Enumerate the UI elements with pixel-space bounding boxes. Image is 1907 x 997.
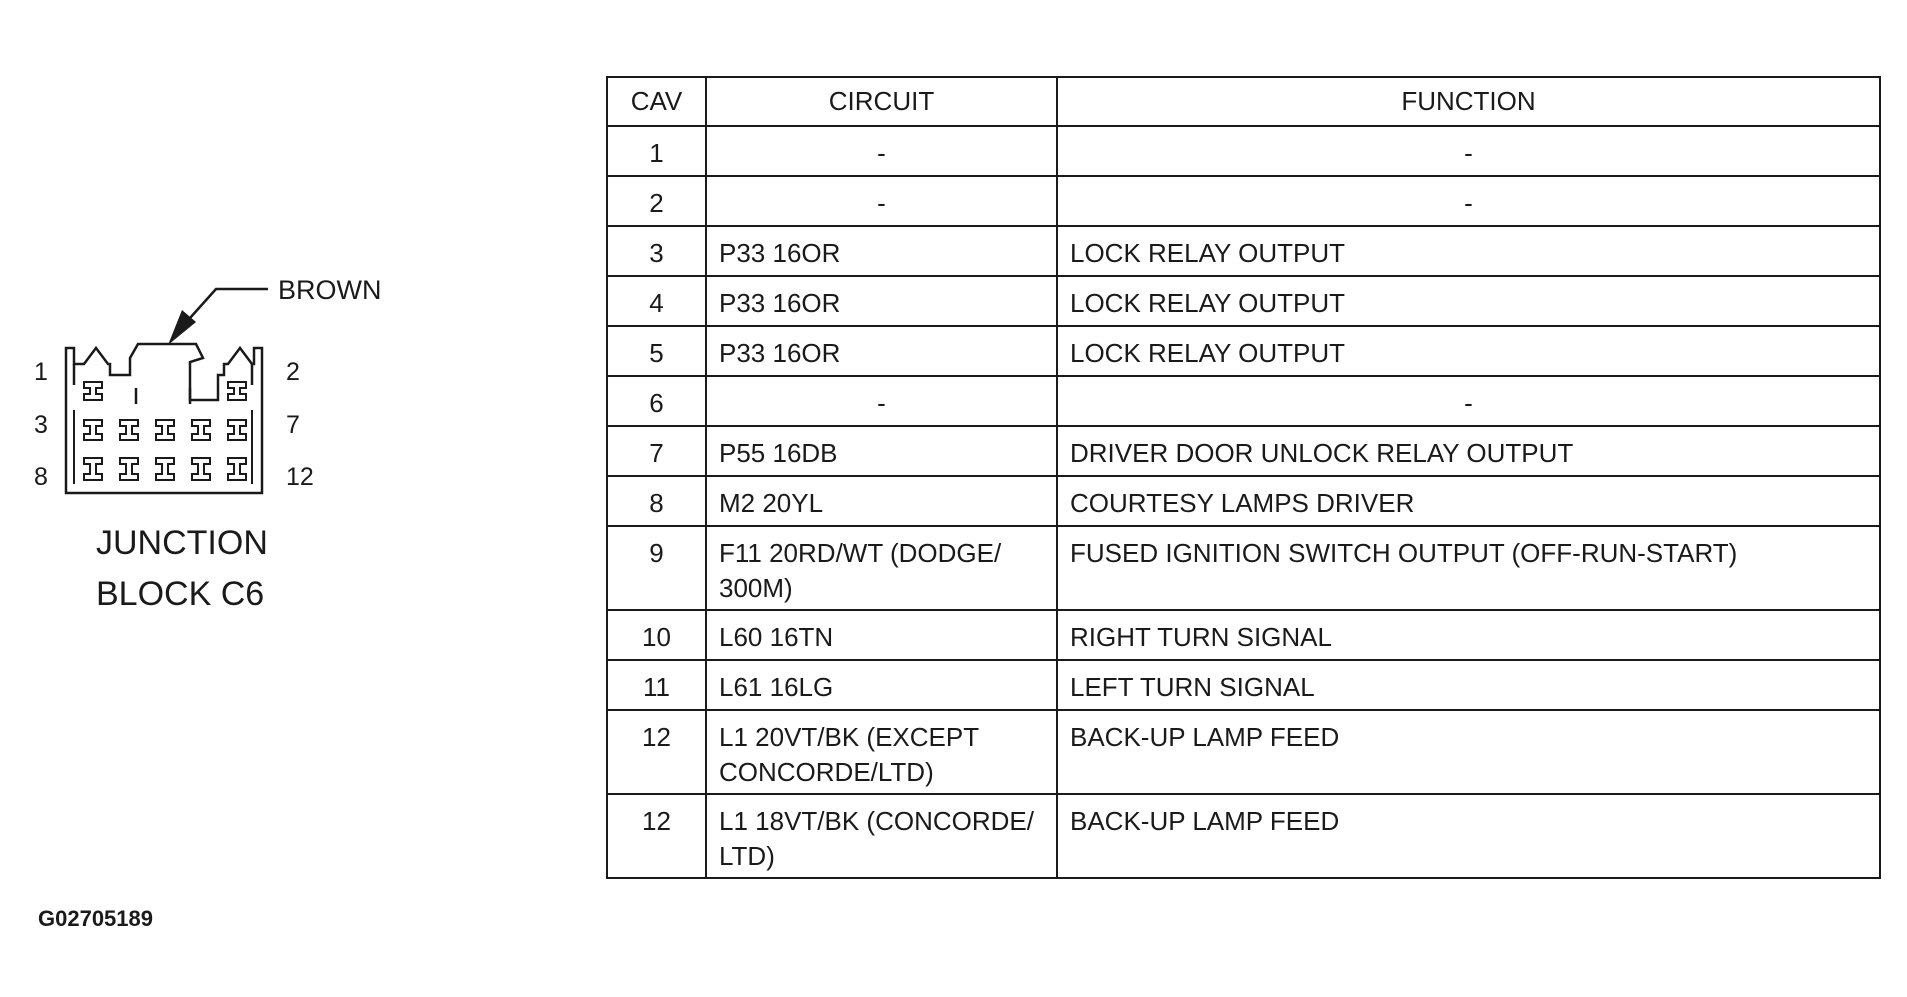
pin-function-table: [606, 76, 1881, 879]
cav-cell: 9: [607, 526, 706, 610]
cav-cell: 10: [607, 610, 706, 660]
circuit-cell: L1 18VT/BK (CONCORDE/ LTD): [706, 794, 1057, 878]
table-row: [607, 660, 1880, 710]
cav-cell: 12: [607, 794, 706, 878]
cav-cell: 7: [607, 426, 706, 476]
pin-label-8: 8: [34, 463, 48, 491]
figure-id: G02705189: [38, 906, 153, 931]
connector-title-line-1: JUNCTION: [96, 524, 268, 562]
table-row: [607, 326, 1880, 376]
circuit-cell: L1 20VT/BK (EXCEPT CONCORDE/LTD): [706, 710, 1057, 794]
table-row: [607, 276, 1880, 326]
table-row: [607, 376, 1880, 426]
pin-label-7: 7: [286, 411, 300, 439]
header-circuit: CIRCUIT: [706, 77, 1057, 126]
function-cell: LEFT TURN SIGNAL: [1057, 660, 1880, 710]
table-row: [607, 794, 1880, 878]
table-row: [607, 476, 1880, 526]
circuit-cell: -: [706, 176, 1057, 226]
table-row: [607, 710, 1880, 794]
pin-label-2: 2: [286, 358, 300, 386]
table-row: [607, 126, 1880, 176]
cav-cell: 6: [607, 376, 706, 426]
table-row: [607, 426, 1880, 476]
table-header-row: [607, 77, 1880, 126]
circuit-cell: -: [706, 126, 1057, 176]
cav-cell: 5: [607, 326, 706, 376]
cav-cell: 3: [607, 226, 706, 276]
circuit-cell: L61 16LG: [706, 660, 1057, 710]
circuit-cell: P33 16OR: [706, 326, 1057, 376]
header-cav: CAV: [607, 77, 706, 126]
function-cell: LOCK RELAY OUTPUT: [1057, 276, 1880, 326]
function-cell: DRIVER DOOR UNLOCK RELAY OUTPUT: [1057, 426, 1880, 476]
table-row: [607, 526, 1880, 610]
cav-cell: 1: [607, 126, 706, 176]
function-cell: -: [1057, 376, 1880, 426]
pin-label-12: 12: [286, 463, 314, 491]
table-row: [607, 226, 1880, 276]
connector-title-line-2: BLOCK C6: [96, 575, 265, 613]
cav-cell: 11: [607, 660, 706, 710]
function-cell: LOCK RELAY OUTPUT: [1057, 226, 1880, 276]
function-cell: BACK-UP LAMP FEED: [1057, 794, 1880, 878]
connector-diagram: [0, 0, 400, 640]
leader-line: [190, 289, 268, 318]
circuit-cell: L60 16TN: [706, 610, 1057, 660]
function-cell: FUSED IGNITION SWITCH OUTPUT (OFF-RUN-START): [1057, 526, 1880, 610]
circuit-cell: P33 16OR: [706, 276, 1057, 326]
cav-cell: 8: [607, 476, 706, 526]
circuit-cell: -: [706, 376, 1057, 426]
cav-cell: 2: [607, 176, 706, 226]
circuit-cell: M2 20YL: [706, 476, 1057, 526]
table-row: [607, 610, 1880, 660]
cavity-grid: [74, 382, 252, 484]
circuit-cell: P33 16OR: [706, 226, 1057, 276]
cav-cell: 4: [607, 276, 706, 326]
function-cell: -: [1057, 126, 1880, 176]
pin-label-1: 1: [34, 358, 48, 386]
function-cell: BACK-UP LAMP FEED: [1057, 710, 1880, 794]
cav-cell: 12: [607, 710, 706, 794]
circuit-cell: P55 16DB: [706, 426, 1057, 476]
table-row: [607, 176, 1880, 226]
function-cell: RIGHT TURN SIGNAL: [1057, 610, 1880, 660]
function-cell: -: [1057, 176, 1880, 226]
connector-color-label: BROWN: [278, 275, 382, 305]
pin-label-3: 3: [34, 411, 48, 439]
circuit-cell: F11 20RD/WT (DODGE/ 300M): [706, 526, 1057, 610]
function-cell: LOCK RELAY OUTPUT: [1057, 326, 1880, 376]
function-cell: COURTESY LAMPS DRIVER: [1057, 476, 1880, 526]
header-function: FUNCTION: [1057, 77, 1880, 126]
